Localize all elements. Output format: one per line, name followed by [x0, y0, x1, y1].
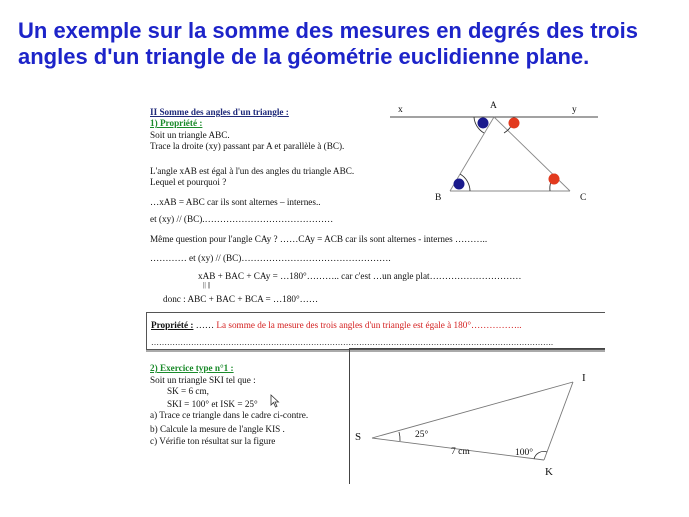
angle-arc-s — [399, 432, 400, 441]
equation-line: donc : ABC + BAC + BCA = …180°…… — [163, 294, 319, 304]
label-s: S — [355, 431, 362, 443]
property-dots-line: ……………………………………………………………………………………………………………………………………. — [151, 338, 553, 347]
angle-s-value: 25° — [415, 430, 429, 440]
question-line: Même question pour l'angle CAy ? ……CAy = ACB car ils sont alternes - internes ……….. — [150, 234, 488, 244]
exercise-item: c) Vérifie ton résultat sur la figure — [150, 436, 276, 446]
equation-marks: || || — [203, 281, 211, 289]
exercise-item: a) Trace ce triangle dans le cadre ci-contre. — [150, 410, 309, 420]
label-x: x — [398, 105, 403, 115]
text-line: Soit un triangle ABC. — [150, 130, 230, 140]
angle-dot-red — [509, 118, 520, 129]
triangle-abc-figure — [380, 98, 610, 208]
side-si — [372, 382, 573, 438]
property-line — [151, 320, 522, 331]
answer-line: et (xy) // (BC).…………………………………… — [150, 214, 334, 224]
angle-dot-blue — [454, 179, 465, 190]
exercise-line: SK = 6 cm, — [167, 386, 209, 396]
angle-dot-blue — [478, 118, 489, 129]
text-line: Trace la droite (xy) passant par A et parallèle à (BC). — [150, 141, 345, 151]
side-ki — [544, 382, 573, 460]
label-c: C — [580, 193, 587, 203]
property-dots: …… — [195, 320, 215, 330]
angle-dot-red — [549, 174, 560, 185]
text-line: L'angle xAB est égal à l'un des angles du triangle ABC. — [150, 166, 355, 176]
label-b: B — [435, 193, 442, 203]
property-text: La somme de la mesure des trois angles d'un triangle est égale à 180°…………….. — [216, 320, 522, 330]
section-heading: II Somme des angles d'un triangle : — [150, 107, 289, 117]
label-i: I — [582, 372, 586, 384]
property-label: Propriété : — [151, 320, 194, 330]
equation-line: xAB + BAC + CAy = …180°……….. car c'est …un angle plat………………………… — [198, 271, 522, 281]
propriete-subheading: 1) Propriété : — [150, 118, 203, 128]
label-k: K — [545, 466, 553, 478]
exercise-line: Soit un triangle SKI tel que : — [150, 375, 256, 385]
slide-title: Un exemple sur la somme des mesures en degrés des trois angles d'un triangle de la géométrie euclidienne plane. — [18, 18, 638, 69]
exercise-heading: 2) Exercice type n°1 : — [150, 363, 234, 373]
answer-line: …xAB = ABC car ils sont alternes – internes.. — [150, 197, 321, 207]
triangle-ski-figure — [349, 348, 604, 483]
side-sk-length: 7 cm — [451, 447, 470, 457]
cursor-icon — [270, 394, 280, 408]
text-line: Lequel et pourquoi ? — [150, 177, 227, 187]
exercise-item: b) Calcule la mesure de l'angle KIS . — [150, 424, 285, 434]
label-a: A — [490, 101, 497, 111]
exercise-line: SKI = 100° et ISK = 25° — [167, 399, 258, 409]
answer-line: ………… et (xy) // (BC)…………………………………………. — [150, 253, 391, 263]
angle-k-value: 100° — [515, 448, 534, 458]
label-y: y — [572, 105, 577, 115]
